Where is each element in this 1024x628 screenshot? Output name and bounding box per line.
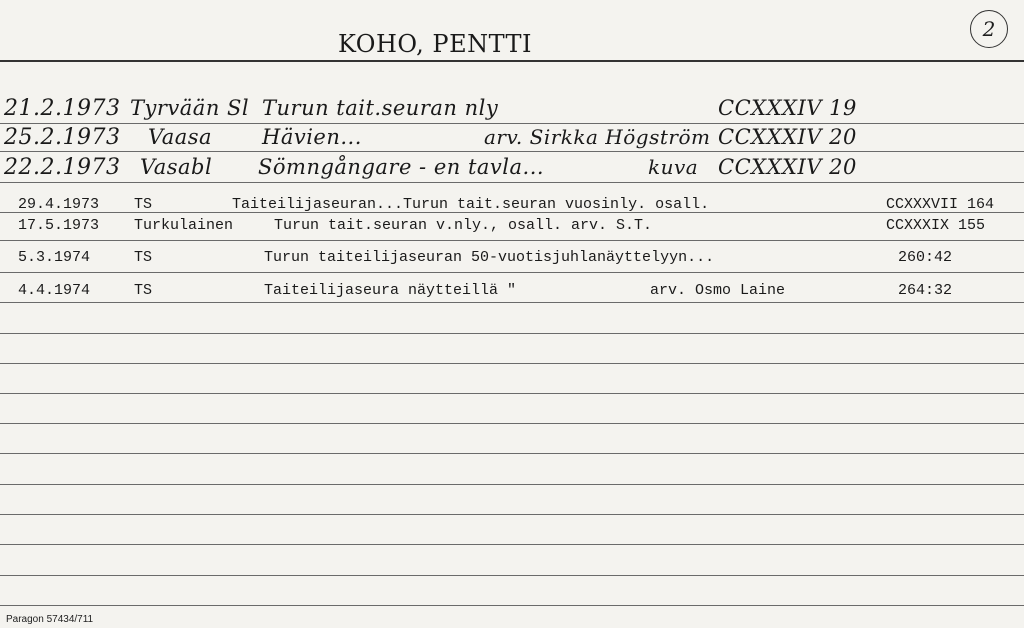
ruled-line (0, 240, 1024, 241)
entry-text: Taiteilijaseuran...Turun tait.seuran vuosinly. osall. (232, 196, 710, 213)
ruled-line (0, 514, 1024, 515)
entry-date: 22.2.1973 (4, 155, 121, 180)
entry-text: Turun tait.seuran nly (262, 96, 499, 120)
entry-source: TS (134, 196, 153, 213)
entry-text: Turun taiteilijaseuran 50-vuotisjuhlanäyttelyyn... (264, 249, 715, 266)
entry-source: Tyrvään Sl (130, 96, 250, 120)
entry-ref: CCXXXVII 164 (886, 196, 995, 213)
entry-date: 4.4.1974 (18, 282, 91, 299)
ruled-line (0, 393, 1024, 394)
ruled-line (0, 423, 1024, 424)
entry-source: Vaasa (148, 125, 213, 149)
entry-note: arv. Osmo Laine (650, 282, 786, 299)
entry-date: 29.4.1973 (18, 196, 100, 213)
entry-date: 25.2.1973 (4, 125, 121, 150)
entry-date: 17.5.1973 (18, 217, 100, 234)
ruled-line (0, 302, 1024, 303)
entry-note: kuva (648, 155, 699, 179)
entry-ref: CCXXXIV 19 (718, 96, 857, 120)
ruled-line (0, 182, 1024, 183)
entry-text: Sömngångare - en tavla... (258, 155, 545, 179)
entry-source: TS (134, 282, 153, 299)
ruled-line (0, 151, 1024, 152)
entry-text: Turun tait.seuran v.nly., osall. arv. S.T. (274, 217, 653, 234)
entry-date: 5.3.1974 (18, 249, 91, 266)
entry-note: arv. Sirkka Högström (484, 125, 711, 149)
entry-ref: 264:32 (898, 282, 953, 299)
ruled-line (0, 605, 1024, 606)
entry-text: Hävien... (262, 125, 362, 149)
ruled-line (0, 272, 1024, 273)
entry-ref: 260:42 (898, 249, 953, 266)
header-rule (0, 60, 1024, 62)
entry-source: Turkulainen (134, 217, 234, 234)
entry-ref: CCXXXIX 155 (886, 217, 986, 234)
entry-ref: CCXXXIV 20 (718, 155, 857, 179)
page-number-mark (970, 10, 1008, 48)
card-footer: Paragon 57434/711 (6, 614, 94, 625)
ruled-line (0, 484, 1024, 485)
entry-source: TS (134, 249, 153, 266)
entry-date: 21.2.1973 (4, 96, 121, 121)
ruled-line (0, 544, 1024, 545)
page-number: 2 (982, 17, 996, 41)
ruled-line (0, 363, 1024, 364)
ruled-line (0, 123, 1024, 124)
ruled-line (0, 453, 1024, 454)
ruled-line (0, 333, 1024, 334)
entry-text: Taiteilijaseura näytteillä " (264, 282, 517, 299)
ruled-line (0, 575, 1024, 576)
card-title: KOHO, PENTTI (338, 30, 533, 58)
entry-ref: CCXXXIV 20 (718, 125, 857, 149)
entry-source: Vasabl (140, 155, 213, 179)
